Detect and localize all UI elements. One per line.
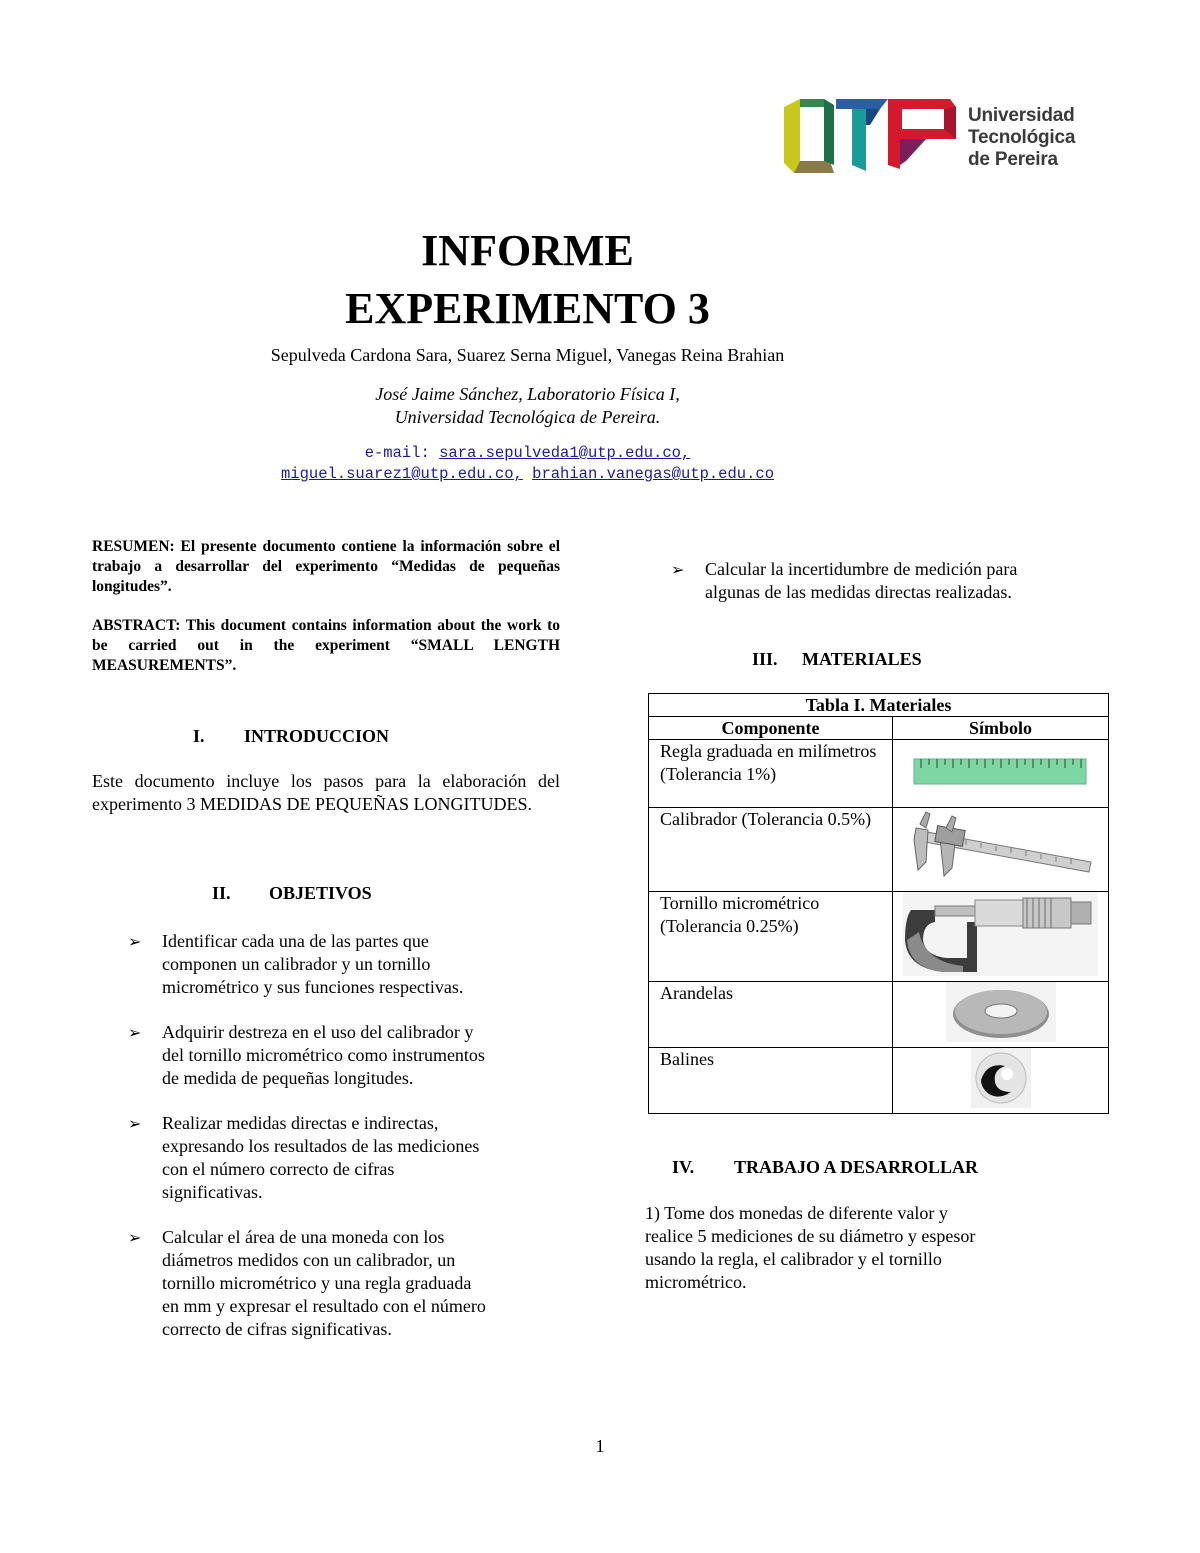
section-number: IV. — [672, 1157, 695, 1177]
logo-line-3: de Pereira — [968, 149, 1058, 170]
table-row — [649, 892, 1109, 982]
page-number: 1 — [595, 1436, 605, 1456]
list-item — [92, 1112, 492, 1204]
list-item — [92, 1226, 492, 1341]
document-title — [0, 222, 1055, 338]
objectives-list-left — [92, 930, 492, 1363]
list-item — [635, 558, 1055, 604]
micrometer-image — [903, 892, 1098, 976]
table-row — [649, 808, 1109, 892]
objective-text: Adquirir destreza en el uso del calibrador y del tornillo micrométrico como instrumentos de medida de pequeñas longitudes. — [162, 1022, 485, 1088]
section-number: I. — [193, 726, 205, 746]
section-title: MATERIALES — [802, 649, 922, 669]
table-header-simbolo: Símbolo — [893, 717, 1109, 740]
university-name — [968, 105, 1075, 171]
abstract-block — [92, 537, 560, 695]
table-cell-simbolo — [893, 1048, 1109, 1114]
section-heading-materiales — [752, 649, 922, 670]
caliper-image — [906, 810, 1096, 885]
arrow-bullet-icon: ➢ — [671, 560, 685, 579]
list-item — [92, 930, 492, 999]
section-title: TRABAJO A DESARROLLAR — [734, 1157, 979, 1177]
affiliation — [0, 383, 1055, 429]
table-cell-simbolo — [893, 982, 1109, 1048]
table-cell-componente: Arandelas — [649, 982, 893, 1048]
email-link-1[interactable]: sara.sepulveda1@utp.edu.co, — [439, 444, 691, 462]
section-title: INTRODUCCION — [244, 726, 390, 746]
ball-bearing-image — [971, 1048, 1031, 1108]
abstract-paragraph: ABSTRACT: This document contains information about the work to be carried out in the experiment “SMALL LENGTH MEASUREMENTS”. — [92, 617, 560, 674]
section-number: II. — [212, 883, 231, 903]
title-line-1: INFORME — [421, 226, 634, 275]
table-cell-simbolo — [893, 892, 1109, 982]
washer-image — [946, 982, 1056, 1042]
logo-line-2: Tecnológica — [968, 127, 1076, 148]
section-title: OBJETIVOS — [269, 883, 372, 903]
utp-logo — [780, 95, 1080, 180]
arrow-bullet-icon: ➢ — [128, 1228, 142, 1247]
table-cell-simbolo — [893, 740, 1109, 808]
objective-text: Identificar cada una de las partes que componen un calibrador y un tornillo micrométrico y sus funciones respectivas. — [162, 931, 464, 997]
objective-text: Realizar medidas directas e indirectas, expresando los resultados de las mediciones con el número correcto de cifras significativas. — [162, 1113, 480, 1202]
email-link-3[interactable]: brahian.vanegas@utp.edu.co — [532, 465, 774, 483]
table-row — [649, 982, 1109, 1048]
objectives-list-right — [635, 558, 1055, 626]
ruler-image — [913, 756, 1088, 786]
resumen-paragraph: RESUMEN: El presente documento contiene la información sobre el trabajo a desarrollar del experimento “Medidas de pequeñas longitudes”. — [92, 538, 560, 595]
section-heading-objetivos — [212, 883, 372, 904]
objective-text: Calcular el área de una moneda con los diámetros medidos con un calibrador, un tornillo micrométrico y una regla graduada en mm y expresar el resultado con el número correcto de cifras significativas. — [162, 1227, 486, 1339]
table-caption: Tabla I. Materiales — [649, 694, 1109, 717]
affiliation-line-2: Universidad Tecnológica de Pereira. — [394, 407, 661, 427]
email-block — [0, 443, 1055, 485]
trabajo-paragraph: 1) Tome dos monedas de diferente valor y realice 5 mediciones de su diámetro y espesor usando la regla, el calibrador y el tornillo micrométrico. — [645, 1203, 976, 1292]
authors: Sepulveda Cardona Sara, Suarez Serna Miguel, Vanegas Reina Brahian — [270, 345, 785, 365]
email-prefix: e-mail: — [364, 444, 440, 462]
section-heading-intro — [193, 726, 389, 747]
title-line-2: EXPERIMENTO 3 — [345, 284, 710, 333]
list-item — [92, 1021, 492, 1090]
utp-logo-mark — [780, 95, 965, 177]
materials-table — [648, 693, 1109, 1114]
section-number: III. — [752, 649, 778, 669]
table-cell-componente: Regla graduada en milímetros (Tolerancia 1%) — [649, 740, 893, 808]
objective-text: Calcular la incertidumbre de medición para algunas de las medidas directas realizadas. — [705, 559, 1018, 602]
table-header-componente: Componente — [649, 717, 893, 740]
table-cell-simbolo — [893, 808, 1109, 892]
arrow-bullet-icon: ➢ — [128, 932, 142, 951]
affiliation-line-1: José Jaime Sánchez, Laboratorio Física I, — [375, 384, 680, 404]
email-link-2[interactable]: miguel.suarez1@utp.edu.co, — [281, 465, 523, 483]
table-row — [649, 740, 1109, 808]
logo-line-1: Universidad — [968, 105, 1075, 126]
table-cell-componente: Calibrador (Tolerancia 0.5%) — [649, 808, 893, 892]
arrow-bullet-icon: ➢ — [128, 1114, 142, 1133]
table-cell-componente: Tornillo micrométrico (Tolerancia 0.25%) — [649, 892, 893, 982]
section-heading-trabajo — [672, 1157, 978, 1178]
table-cell-componente: Balines — [649, 1048, 893, 1114]
intro-paragraph: Este documento incluye los pasos para la elaboración del experimento 3 MEDIDAS DE PEQUEÑAS LONGITUDES. — [92, 771, 560, 814]
arrow-bullet-icon: ➢ — [128, 1023, 142, 1042]
table-row — [649, 1048, 1109, 1114]
